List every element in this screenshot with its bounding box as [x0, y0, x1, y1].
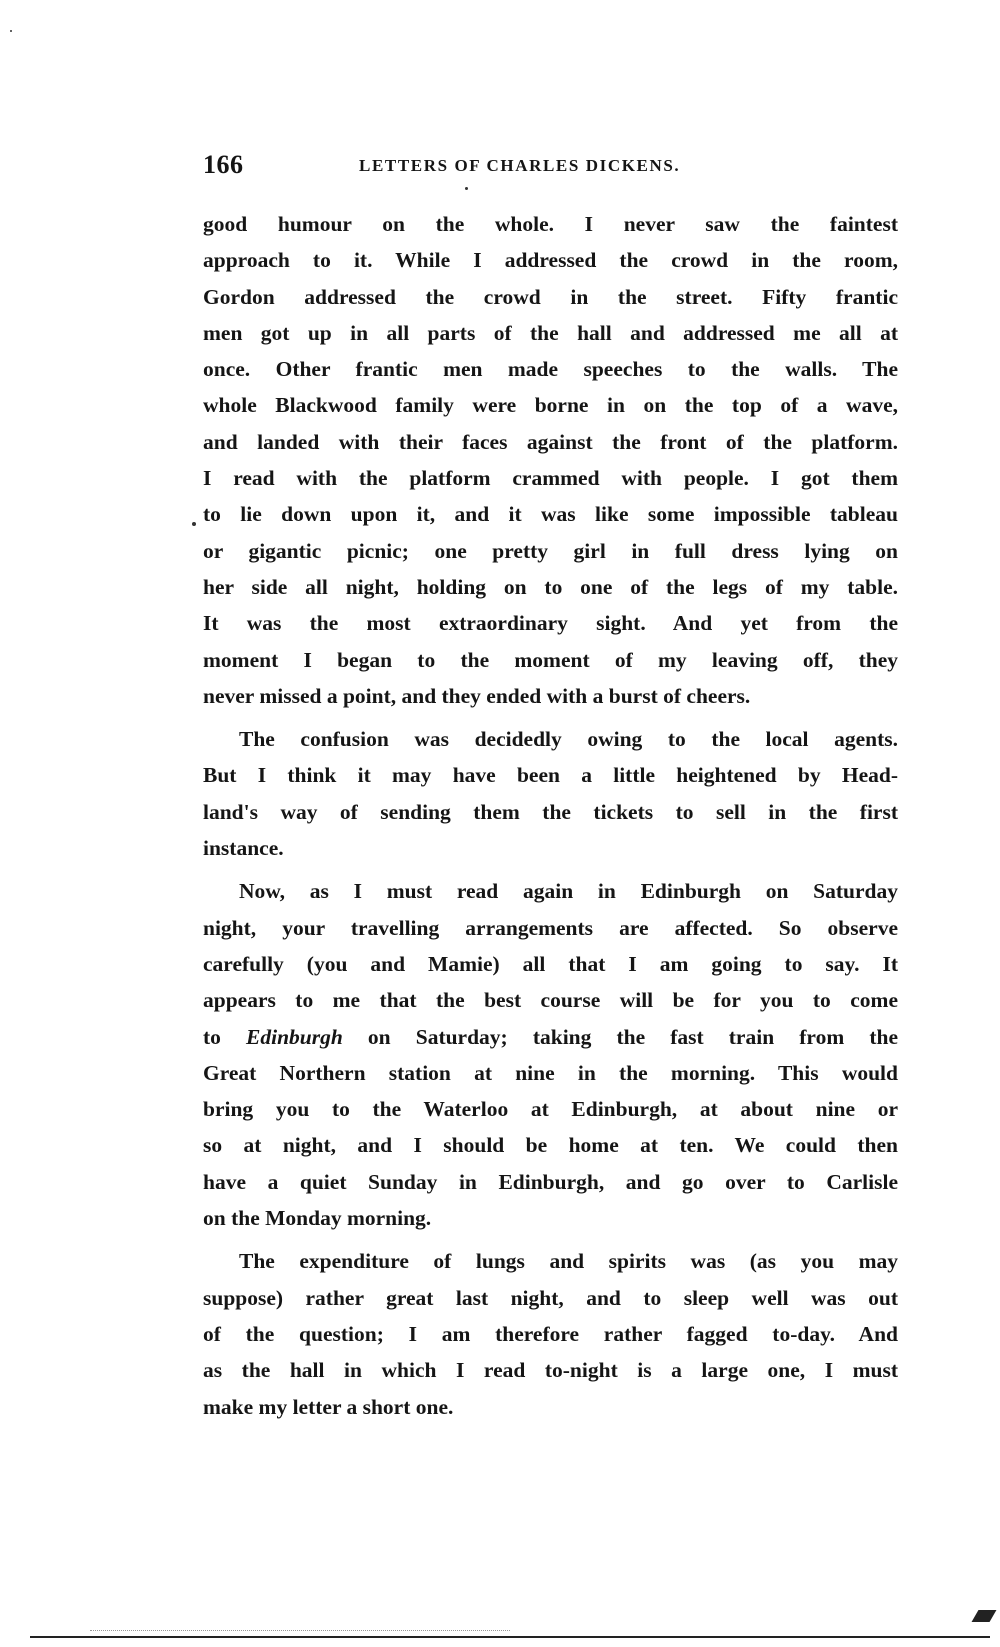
text-line: once. Other frantic men made speeches to the walls. The [203, 357, 898, 382]
letter-body [203, 206, 898, 1425]
paragraph-gap [203, 1236, 898, 1243]
page-bottom-faint-rule [90, 1630, 510, 1631]
text-line: of the question; I am therefore rather fagged to-day. And [203, 1321, 898, 1346]
text-line: so at night, and I should be home at ten. We could then [203, 1133, 898, 1158]
page-header [203, 150, 763, 182]
running-head: LETTERS OF CHARLES DICKENS. [359, 156, 681, 175]
text-line: land's way of sending them the tickets to sell in the first [203, 799, 898, 824]
text-line: Gordon addressed the crowd in the street. Fifty frantic [203, 284, 898, 309]
text-line: and landed with their faces against the front of the platform. [203, 429, 898, 454]
page-bottom-rule [30, 1636, 990, 1638]
print-speck [10, 30, 12, 32]
text-line: Great Northern station at nine in the morning. This would [203, 1060, 898, 1085]
text-line: I read with the platform crammed with people. I got them [203, 466, 898, 491]
text-line: as the hall in which I read to-night is a large one, I must [203, 1358, 898, 1383]
text-line: to lie down upon it, and it was like some impossible tableau [203, 502, 898, 527]
paragraph-gap [203, 866, 898, 873]
page-number: 166 [203, 150, 244, 179]
text-line: bring you to the Waterloo at Edinburgh, at about nine or [203, 1097, 898, 1122]
text-line: It was the most extraordinary sight. And yet from the [203, 611, 898, 636]
text-line: The confusion was decidedly owing to the local agents. [239, 727, 898, 752]
page-edge-mark [972, 1610, 997, 1622]
text-line: The expenditure of lungs and spirits was (as you may [239, 1249, 898, 1274]
paragraph [203, 873, 898, 1236]
text-line: appears to me that the best course will be for you to come [203, 988, 898, 1013]
text-line: suppose) rather great last night, and to sleep well was out [203, 1285, 898, 1310]
text-line: her side all night, holding on to one of the legs of my table. [203, 574, 898, 599]
text-line: or gigantic picnic; one pretty girl in full dress lying on [203, 538, 898, 563]
text-line: good humour on the whole. I never saw the faintest [203, 212, 898, 236]
text-line: to Edinburgh on Saturday; taking the fast train from the [203, 1024, 898, 1049]
text-line: whole Blackwood family were borne in on the top of a wave, [203, 393, 898, 418]
text-line: make my letter a short one. [203, 1394, 454, 1419]
text-line: moment I began to the moment of my leaving off, they [203, 647, 898, 672]
text-line: Now, as I must read again in Edinburgh on Saturday [239, 879, 898, 904]
paragraph [203, 206, 898, 714]
text-line: instance. [203, 836, 284, 861]
text-line: But I think it may have been a little heightened by Head- [203, 763, 898, 788]
paragraph [203, 1243, 898, 1424]
text-line: never missed a point, and they ended with a burst of cheers. [203, 683, 751, 708]
text-line: have a quiet Sunday in Edinburgh, and go over to Carlisle [203, 1169, 898, 1194]
text-line: men got up in all parts of the hall and addressed me all at [203, 320, 898, 345]
print-speck [192, 522, 196, 526]
text-line: on the Monday morning. [203, 1206, 432, 1231]
paragraph [203, 721, 898, 866]
text-line: carefully (you and Mamie) all that I am going to say. It [203, 951, 898, 976]
paragraph-gap [203, 714, 898, 721]
print-speck [465, 187, 468, 190]
text-line: approach to it. While I addressed the crowd in the room, [203, 248, 898, 273]
text-line: night, your travelling arrangements are affected. So observe [203, 915, 898, 940]
